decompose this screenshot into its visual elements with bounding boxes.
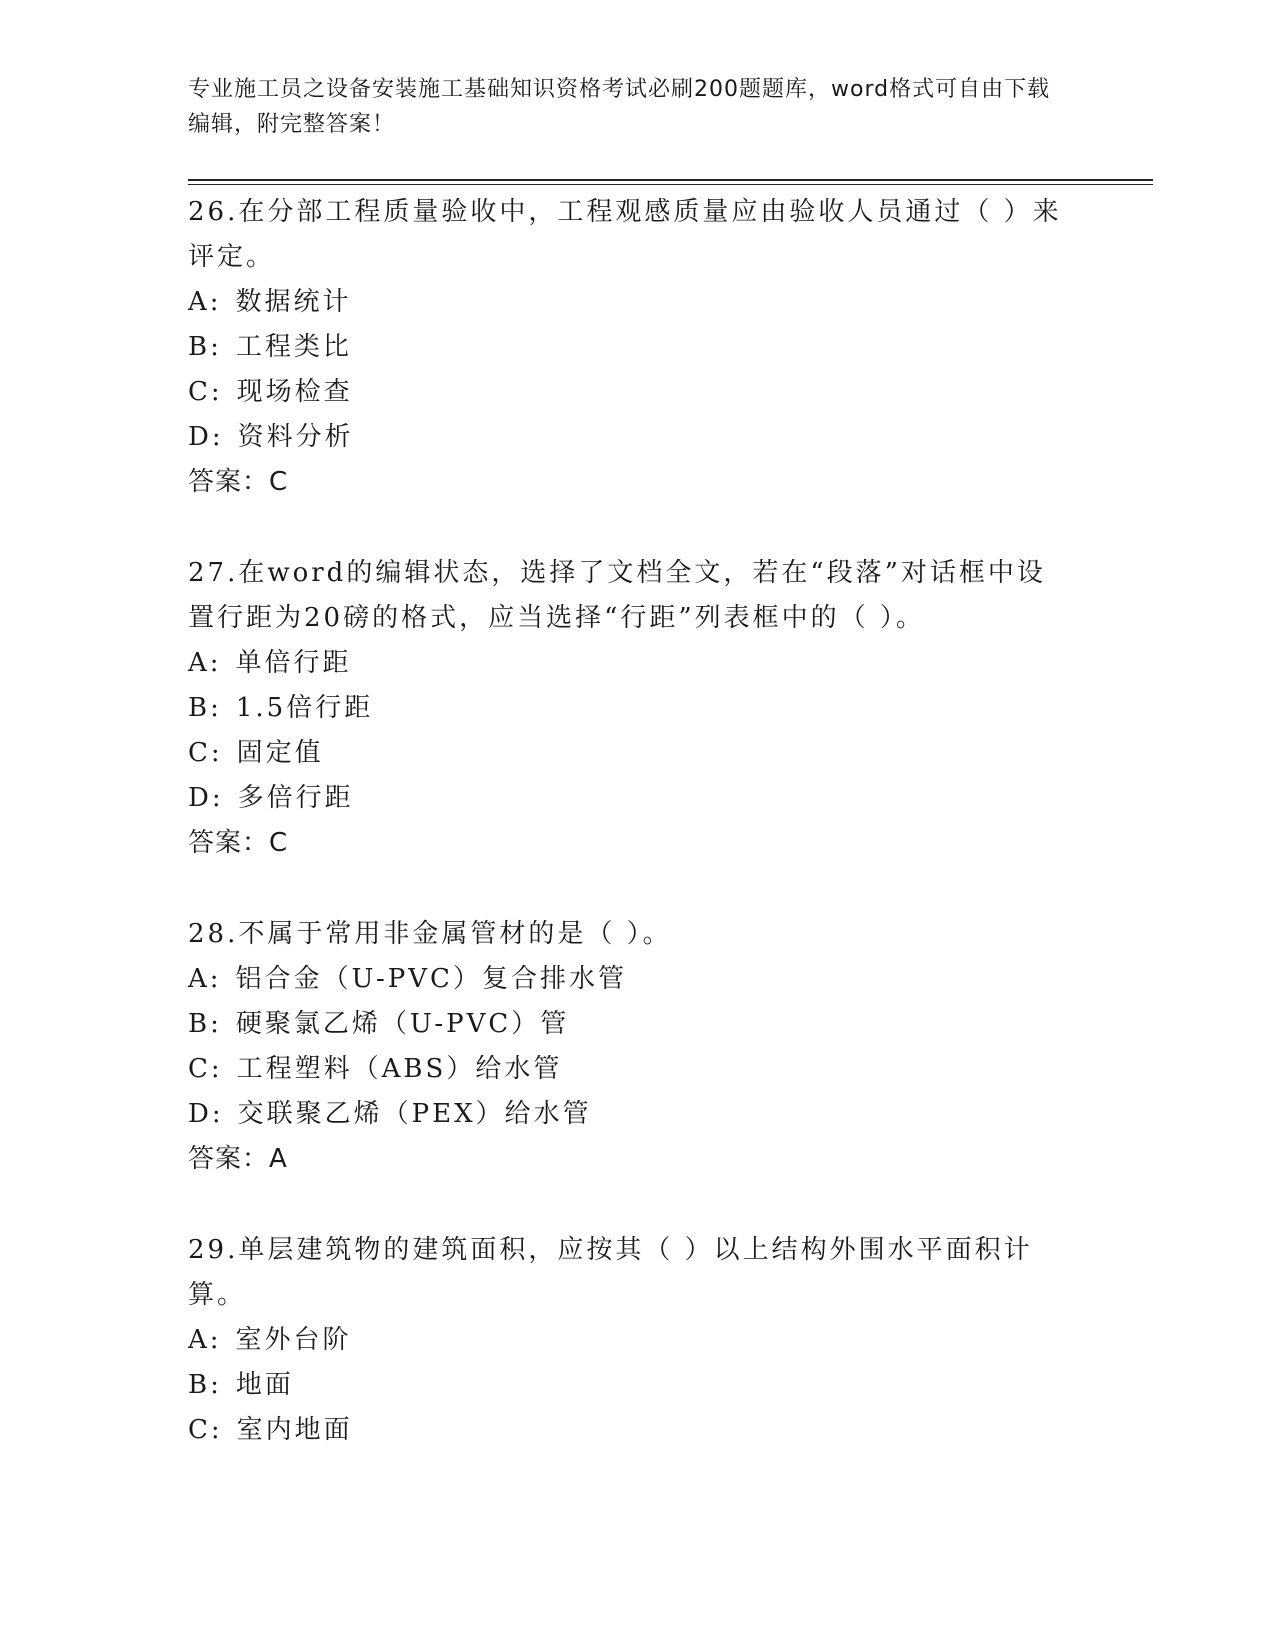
option-text: 工程塑料（ABS）给水管 — [236, 1054, 563, 1084]
option-a — [188, 1318, 1068, 1363]
question-stem: 29.单层建筑物的建筑面积，应按其（ ）以上结构外围水平面积计算。 — [188, 1235, 1033, 1310]
answer-line: 答案：C — [188, 828, 289, 858]
option-text: 工程类比 — [235, 332, 352, 362]
option-d — [188, 1092, 1068, 1137]
question-stem: 28.不属于常用非金属管材的是（ ）。 — [188, 919, 672, 949]
option-text: 铝合金（U-PVC）复合排水管 — [235, 964, 627, 994]
option-d — [188, 415, 1068, 460]
option-b — [188, 1363, 1068, 1408]
option-c — [188, 731, 1068, 776]
option-c — [188, 1047, 1068, 1092]
option-text: 资料分析 — [237, 422, 354, 452]
option-text: 室内地面 — [236, 1415, 353, 1445]
option-text: 单倍行距 — [235, 648, 352, 678]
option-text: 硬聚氯乙烯（U-PVC）管 — [235, 1009, 570, 1039]
question-stem: 26.在分部工程质量验收中，工程观感质量应由验收人员通过（ ）来评定。 — [188, 197, 1062, 272]
option-a — [188, 641, 1068, 686]
option-c — [188, 370, 1068, 415]
question-26 — [188, 190, 1068, 505]
question-list — [188, 190, 1068, 1499]
option-letter: B: — [188, 332, 222, 362]
option-letter: A: — [188, 1325, 222, 1355]
option-b — [188, 325, 1068, 370]
question-stem: 27.在word的编辑状态，选择了文档全文，若在“段落”对话框中设置行距为20磅的格式，应当选择“行距”列表框中的（ ）。 — [188, 558, 1046, 633]
option-text: 交联聚乙烯（PEX）给水管 — [237, 1099, 592, 1129]
question-27 — [188, 551, 1068, 866]
option-letter: C: — [188, 738, 223, 768]
answer-line: 答案：C — [188, 467, 289, 497]
option-text: 地面 — [235, 1370, 294, 1400]
option-c — [188, 1408, 1068, 1453]
option-a — [188, 280, 1068, 325]
option-letter: B: — [188, 1009, 222, 1039]
option-text: 多倍行距 — [237, 783, 354, 813]
option-text: 现场检查 — [236, 377, 353, 407]
option-letter: A: — [188, 648, 222, 678]
option-letter: C: — [188, 377, 223, 407]
option-letter: A: — [188, 287, 222, 317]
option-letter: B: — [188, 693, 222, 723]
option-text: 固定值 — [236, 738, 324, 768]
option-letter: B: — [188, 1370, 222, 1400]
question-28 — [188, 912, 1068, 1182]
option-d — [188, 776, 1068, 821]
option-text: 室外台阶 — [235, 1325, 352, 1355]
option-text: 1.5倍行距 — [235, 693, 374, 723]
option-a — [188, 957, 1068, 1002]
option-b — [188, 686, 1068, 731]
question-29 — [188, 1228, 1068, 1453]
header-divider-thick — [188, 179, 1153, 181]
header-divider-thin — [188, 184, 1153, 185]
option-b — [188, 1002, 1068, 1047]
option-letter: C: — [188, 1054, 223, 1084]
option-letter: D: — [188, 422, 224, 452]
option-letter: D: — [188, 1099, 224, 1129]
option-letter: D: — [188, 783, 224, 813]
option-letter: C: — [188, 1415, 223, 1445]
answer-line: 答案：A — [188, 1144, 288, 1174]
option-text: 数据统计 — [235, 287, 352, 317]
option-letter: A: — [188, 964, 222, 994]
document-header: 专业施工员之设备安装施工基础知识资格考试必刷200题题库，word格式可自由下载编辑，附完整答案！ — [188, 77, 1051, 137]
